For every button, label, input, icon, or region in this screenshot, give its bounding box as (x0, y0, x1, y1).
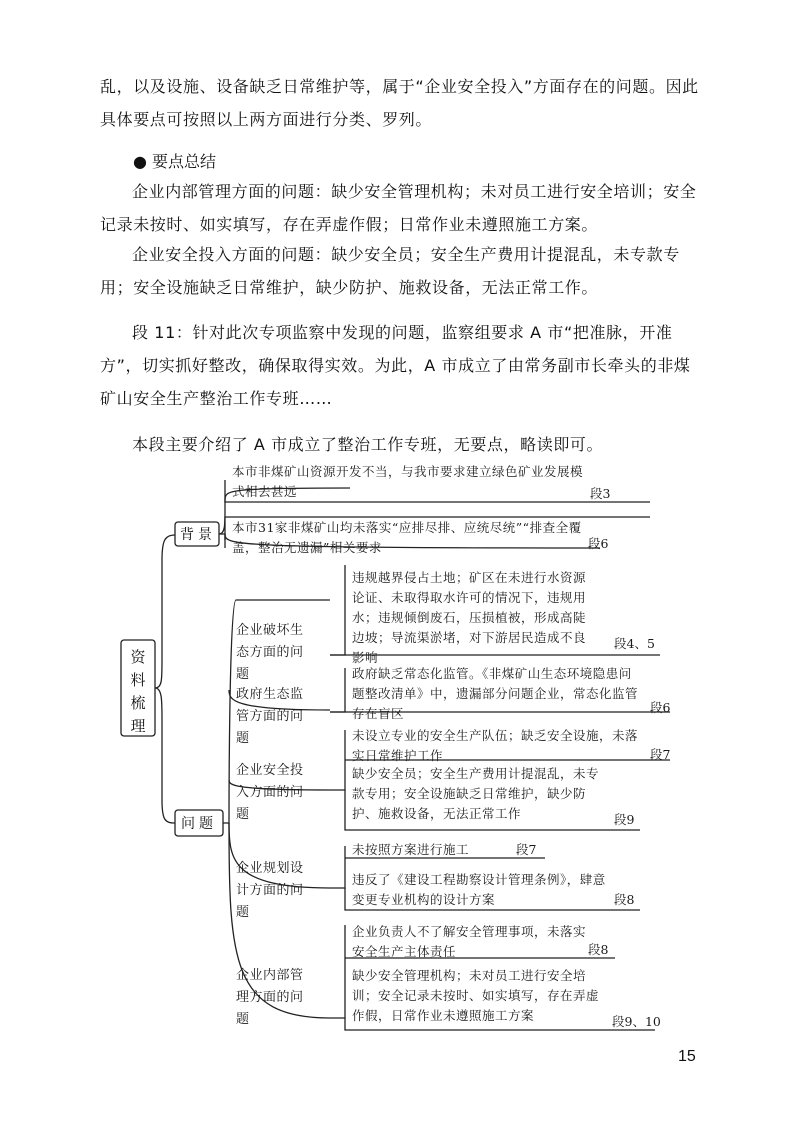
paragraph-1: 乱，以及设施、设备缺乏日常维护等，属于“企业安全投入”方面存在的问题。因此具体要点可按照以上两方面进行分类、罗列。 (100, 77, 699, 129)
problems-label: 问题 (181, 816, 217, 832)
category-investment: 企业安全投入方面的问题 (236, 763, 304, 822)
ecology-item-1: 违规越界侵占土地；矿区在未进行水资源论证、未取得取水许可的情况下，违规用水；违规倾倒废石，压损植被，形成高陡边坡；导流渠淤堵，对下游居民造成不良影响 (352, 570, 587, 665)
investment-item-1: 未设立专业的安全生产队伍；缺乏安全设施，未落实日常维护工作 (352, 728, 639, 763)
background-item-1-ref: 段3 (590, 486, 611, 501)
root-label: 资料梳理 (130, 648, 146, 735)
planning-item-2: 违反了《建设工程勘察设计管理条例》，肆意变更专业机构的设计方案 (352, 872, 606, 907)
branch-problems (155, 688, 175, 823)
investment-item-2-ref: 段9 (614, 812, 635, 827)
investment-item-1-ref: 段7 (650, 747, 671, 762)
section-heading-summary: ● 要点总结 (133, 152, 217, 171)
page-number: 15 (678, 1048, 696, 1065)
background-item-1: 本市非煤矿山资源开发不当，与我市要求建立绿色矿业发展模式相去甚远 (232, 464, 584, 499)
paragraph-2: 企业内部管理方面的问题：缺少安全管理机构；未对员工进行安全培训；安全记录未按时、如实填写，存在弄虚作假；日常作业未遵照施工方案。 (100, 182, 697, 234)
management-item-1: 企业负责人不了解安全管理事项，未落实安全生产主体责任 (352, 924, 587, 959)
management-item-1-ref: 段8 (588, 942, 609, 957)
category-planning: 企业规划设计方面的问题 (236, 861, 304, 920)
category-management: 企业内部管理方面的问题 (236, 968, 304, 1027)
planning-item-2-ref: 段8 (614, 892, 635, 907)
investment-item-2: 缺少安全员；安全生产费用计提混乱，未专款专用；安全设施缺乏日常维护，缺少防护、施救设备，无法正常工作 (352, 766, 600, 821)
paragraph-4: 段 11：针对此次专项监察中发现的问题，监察组要求 A 市“把准脉，开准方”，切实抓好整改，确保取得实效。为此，A 市成立了由常务副市长牵头的非煤矿山安全生产整治工作专班…… (100, 323, 691, 408)
supervision-item-1-ref: 段6 (650, 700, 671, 715)
background-item-2-ref: 段6 (588, 536, 609, 551)
management-item-2: 缺少安全管理机构；未对员工进行安全培训；安全记录未按时、如实填写，存在弄虚作假，日常作业未遵照施工方案 (352, 968, 600, 1023)
background-label: 背景 (180, 527, 216, 543)
background-item-2: 本市31家非煤矿山均未落实“应排尽排、应统尽统”“排查全覆盖，整治无遗漏”相关要求 (232, 520, 582, 555)
planning-item-1: 未按照方案进行施工 (352, 842, 470, 857)
planning-item-1-ref: 段7 (516, 842, 537, 857)
management-item-2-ref: 段9、10 (612, 1014, 661, 1029)
category-supervision: 政府生态监管方面的问题 (236, 687, 304, 746)
ecology-item-1-ref: 段4、5 (614, 636, 655, 651)
paragraph-5: 本段主要介绍了 A 市成立了整治工作专班，无要点，略读即可。 (132, 435, 604, 454)
supervision-item-1: 政府缺乏常态化监管。《非煤矿山生态环境隐患问题整改清单》中，遗漏部分问题企业，常态化监管存在盲区 (352, 666, 639, 721)
branch-background (155, 535, 175, 688)
category-ecology: 企业破坏生态方面的问题 (236, 623, 304, 682)
paragraph-3: 企业安全投入方面的问题：缺少安全员；安全生产费用计提混乱，未专款专用；安全设施缺乏日常维护，缺少防护、施救设备，无法正常工作。 (100, 245, 680, 297)
